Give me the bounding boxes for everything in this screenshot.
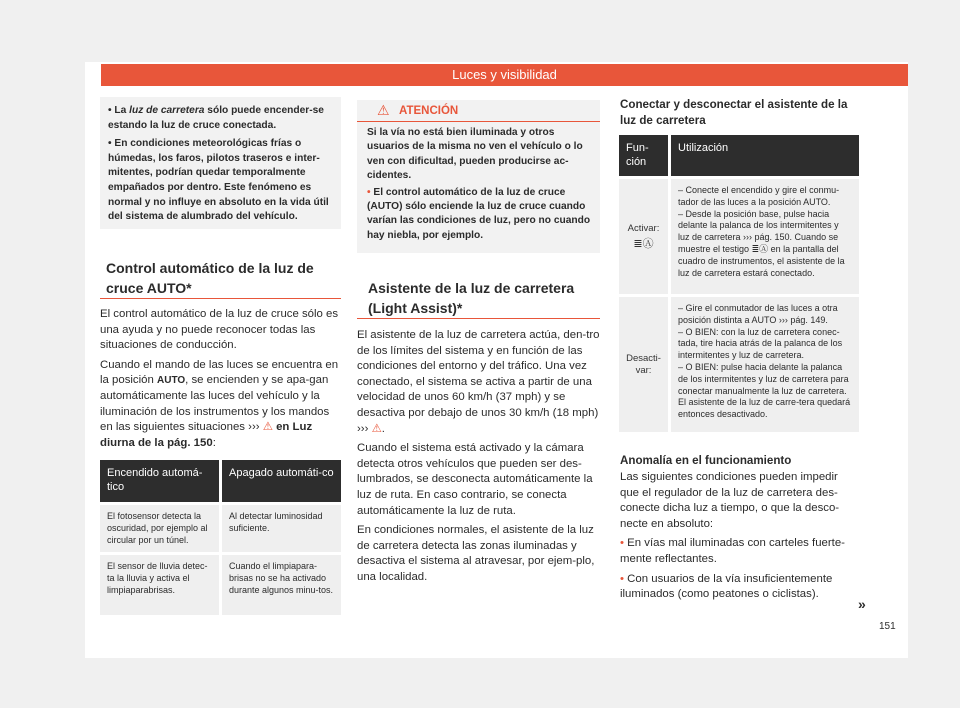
anomaly-title: Anomalía en el funcionamiento <box>620 454 792 467</box>
note-item: • En condiciones meteorológicas frías o húmedas, los faros, pilotos traseros e inter-mitentes, podrían quedar temporalmente empañados por dentro. Este fenómeno es normal y no influye en absoluto en la vida útil del sistema de alumbrado del vehículo. <box>108 138 329 223</box>
table-cell: Al detectar luminosidad suficiente. <box>221 504 342 554</box>
row-label: Activar: <box>627 222 660 234</box>
header-title: Luces y visibilidad <box>452 67 557 82</box>
section-title-auto-light: Control automático de la luz de cruce AUTO* <box>106 260 314 296</box>
table-row <box>619 296 859 433</box>
middle-body <box>357 328 600 590</box>
paragraph: Cuando el sistema está activado y la cámara detecta otros vehículos que pueden ser des-lumbrados, se desconecta automáticamente la luz de ruta. En caso contrario, se conecta automáticamente la luz de ruta. <box>357 442 593 517</box>
table-row <box>100 504 341 554</box>
section-rule <box>100 298 341 299</box>
table-header: Utilización <box>670 135 860 178</box>
note-item: • La luz de carretera sólo puede encender-se estando la luz de cruce conectada. <box>108 105 324 131</box>
high-beam-assist-icon: ≣Ⓐ <box>633 237 654 250</box>
page-number: 151 <box>879 621 896 632</box>
note-box <box>100 97 341 229</box>
right-body <box>620 470 858 607</box>
section-rule <box>357 318 600 319</box>
table-cell <box>619 178 670 296</box>
list-item: • En vías mal iluminadas con carteles fuerte-mente reflectantes. <box>620 537 845 565</box>
warning-text: Si la vía no está bien iluminada y otros usuarios de la misma no ven el vehículo o lo ven con dificultad, pueden producirse ac-cidentes. <box>367 127 583 182</box>
table-header: Fun-ción <box>619 135 670 178</box>
table-cell: El sensor de lluvia detec-ta la lluvia y activa el limpiaparabrisas. <box>100 554 221 616</box>
warning-title: ATENCIÓN <box>399 105 459 117</box>
page-header <box>101 64 908 86</box>
light-assist-table <box>619 135 859 432</box>
table-cell: El fotosensor detecta la oscuridad, por ejemplo al circular por un túnel. <box>100 504 221 554</box>
paragraph: Cuando el mando de las luces se encuentra en la posición AUTO, se encienden y se apa-gan automáticamente las luces del vehículo y la iluminación de los instrumentos y los mandos en las siguientes situaciones ››› ⚠ en Luz diurna de la pág. 150: <box>100 358 339 449</box>
table-row <box>100 554 341 616</box>
paragraph: En condiciones normales, el asistente de la luz de carretera detecta las zonas iluminadas y desactiva el sistema al atravesar, por ejem-plo, una localidad. <box>357 524 595 583</box>
warning-header <box>357 100 600 122</box>
row-label: Desacti-var: <box>626 352 661 376</box>
table-cell: Cuando el limpiapara-brisas no se ha activado durante algunos minu-tos. <box>221 554 342 616</box>
warning-text: • El control automático de la luz de cruce (AUTO) sólo enciende la luz de cruce cuando varían las condiciones de luz, pero no cuando hay niebla, por ejemplo. <box>367 186 591 241</box>
table-cell: – Conecte el encendido y gire el conmu-tador de las luces a la posición AUTO. – Desde la posición base, pulse hacia delante la palanca de los intermitentes y luz de carretera ››› pág. 150. Cuando se muestre el testigo ≣Ⓐ en la pantalla del cuadro de instrumentos, el asistente de la luz de carretera estará conectado. <box>670 178 860 296</box>
list-item: • Con usuarios de la vía insuficientemente iluminados (como peatones o ciclistas). <box>620 572 833 601</box>
warning-box <box>357 100 600 253</box>
warning-body <box>367 126 595 245</box>
warning-icon: ⚠ <box>377 102 390 118</box>
table-row <box>619 178 859 296</box>
table-cell: – Gire el conmutador de las luces a otra posición distinta a AUTO ››› pág. 149. – O BIEN: con la luz de carretera conec-tada, tire hacia atrás de la palanca de los intermitentes y luz de carretera. – O BIEN: pulse hacia delante la palanca de los intermitentes y luz de carretera para conectar manualmente la luz de carretera. El asistente de la luz de carre-tera quedará entonces desactivado. <box>670 296 860 433</box>
warning-icon: ⚠ <box>262 421 273 434</box>
paragraph: El control automático de la luz de cruce sólo es una ayuda y no puede reconocer todas las situaciones de conducción. <box>100 308 339 352</box>
table-cell <box>619 296 670 433</box>
section-title-light-assist: Asistente de la luz de carretera (Light Assist)* <box>368 280 575 316</box>
right-section-title: Conectar y desconectar el asistente de la luz de carretera <box>620 98 848 127</box>
high-beam-assist-icon: ≣Ⓐ <box>751 243 769 254</box>
paragraph: Las siguientes condiciones pueden impedir que el regulador de la luz de carretera des-conecte dicha luz a tiempo, o que la desco-necte en absoluto: <box>620 471 840 530</box>
auto-light-table <box>100 460 341 615</box>
warning-icon: ⚠ <box>371 422 382 435</box>
table-header: Apagado automáti-co <box>221 460 342 504</box>
paragraph: El asistente de la luz de carretera actúa, den-tro de los límites del sistema y en función de las condiciones del entorno y del tráfico. Una vez conectado, el sistema se activa a partir de una velocidad de unos 60 km/h (37 mph) y se desactiva por debajo de unos 30 km/h (18 mph) ››› ⚠. <box>357 329 600 435</box>
table-header: Encendido automá-tico <box>100 460 221 504</box>
continue-mark: » <box>858 596 866 612</box>
left-body <box>100 307 341 455</box>
